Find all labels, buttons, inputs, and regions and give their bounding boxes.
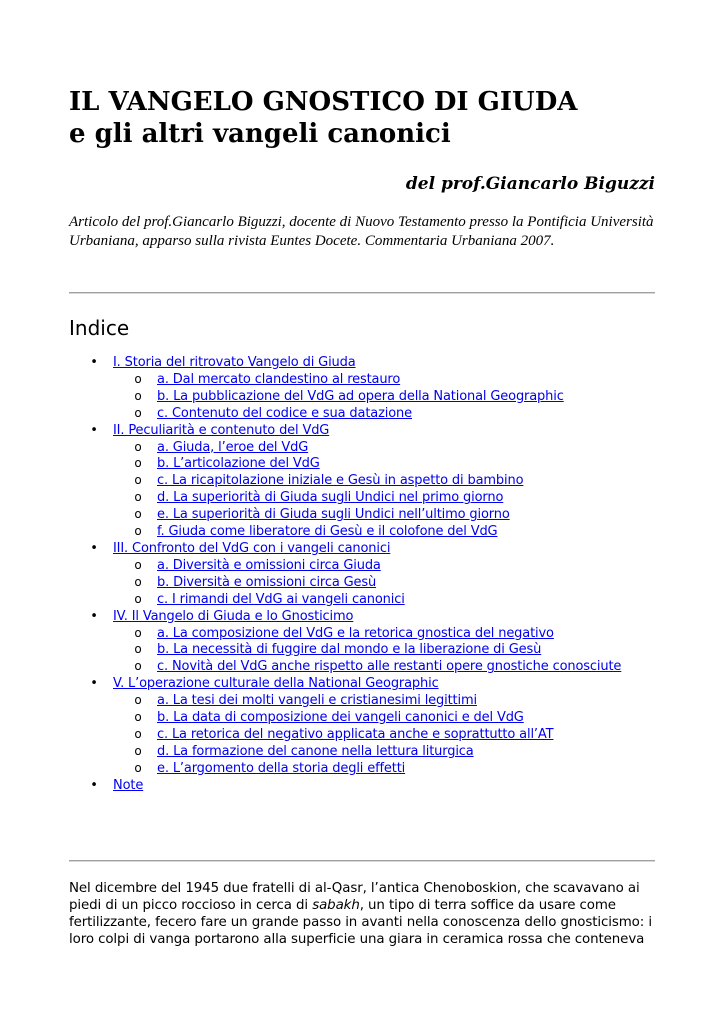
bullet-circle-icon: o (134, 490, 142, 505)
bullet-circle-icon: o (134, 473, 142, 488)
toc-subsection-item (113, 406, 669, 423)
toc-subsection-item (113, 727, 669, 744)
bullet-circle-icon: o (134, 405, 142, 420)
toc-subsection-item (113, 372, 669, 389)
bullet-disc-icon: • (90, 676, 98, 692)
title-line-1: IL VANGELO GNOSTICO DI GIUDA (69, 87, 578, 117)
toc-section-item (69, 778, 669, 795)
toc-subsection-item (113, 761, 669, 778)
toc-sublist (113, 558, 669, 609)
toc-section-link[interactable]: IV. Il Vangelo di Giuda e lo Gnosticimo (113, 608, 354, 624)
body-paragraph (69, 880, 659, 948)
toc-section-item (69, 609, 669, 677)
toc-subsection-link[interactable]: b. La pubblicazione del VdG ad opera della National Geographic (157, 388, 564, 404)
toc-subsection-item (113, 473, 669, 490)
toc-subsection-item (113, 592, 669, 609)
toc-subsection-link[interactable]: f. Giuda come liberatore di Gesù e il colofone del VdG (157, 524, 498, 540)
bullet-circle-icon: o (134, 388, 142, 403)
toc-subsection-item (113, 507, 669, 524)
bullet-circle-icon: o (134, 524, 142, 539)
bullet-circle-icon: o (134, 456, 142, 471)
toc-subsection-item (113, 693, 669, 710)
bullet-disc-icon: • (90, 355, 98, 370)
title-line-2: e gli altri vangeli canonici (69, 119, 451, 149)
toc-section-link[interactable]: II. Peculiarità e contenuto del VdG (113, 422, 330, 438)
toc-subsection-link[interactable]: e. La superiorità di Giuda sugli Undici nell’ultimo giorno (157, 507, 510, 523)
toc-section-link[interactable]: Note (113, 777, 144, 793)
toc-subsection-link[interactable]: d. La formazione del canone nella lettura liturgica (157, 743, 474, 759)
toc-subsection-item (113, 456, 669, 473)
toc-subsection-item (113, 575, 669, 592)
bullet-disc-icon: • (90, 777, 98, 793)
toc-subsection-link[interactable]: c. I rimandi del VdG ai vangeli canonici (157, 591, 405, 607)
toc-subsection-link[interactable]: a. La tesi dei molti vangeli e cristianesimi legittimi (157, 693, 477, 709)
toc-subsection-item (113, 642, 669, 659)
toc-subsection-link[interactable]: b. La necessità di fuggire dal mondo e la liberazione di Gesù (157, 642, 542, 658)
bullet-circle-icon: o (134, 591, 142, 606)
toc-subsection-item (113, 524, 669, 541)
bullet-circle-icon: o (134, 574, 142, 589)
toc-subsection-item (113, 389, 669, 406)
toc-subsection-link[interactable]: e. L’argomento della storia degli effetti (157, 760, 406, 776)
toc-subsection-link[interactable]: c. La retorica del negativo applicata anche e soprattutto all’AT (157, 726, 554, 742)
toc-section-item (69, 423, 669, 541)
toc-section-link[interactable]: III. Confronto del VdG con i vangeli canonici (113, 540, 391, 556)
table-of-contents (69, 355, 669, 795)
horizontal-rule-top (69, 292, 655, 294)
body-text-part-1: Nel dicembre del 1945 due fratelli di al-Qasr, l’antica Chenoboskion, che scavavano ai piedi di un picco roccioso in cerca di (69, 881, 640, 913)
toc-sublist (113, 372, 669, 423)
bullet-circle-icon: o (134, 439, 142, 454)
bullet-disc-icon: • (90, 422, 98, 438)
toc-subsection-link[interactable]: c. Contenuto del codice e sua datazione (157, 405, 412, 421)
toc-subsection-item (113, 490, 669, 507)
bullet-circle-icon: o (134, 507, 142, 522)
bullet-circle-icon: o (134, 625, 142, 640)
bullet-circle-icon: o (134, 557, 142, 572)
toc-subsection-link[interactable]: b. L’articolazione del VdG (157, 456, 320, 472)
bullet-disc-icon: • (90, 540, 98, 556)
toc-subsection-link[interactable]: b. La data di composizione dei vangeli canonici e del VdG (157, 710, 524, 726)
horizontal-rule-bottom (69, 860, 655, 862)
toc-sublist (113, 626, 669, 677)
toc-section-item (69, 541, 669, 609)
bullet-circle-icon: o (134, 710, 142, 725)
bullet-circle-icon: o (134, 642, 142, 657)
body-text-italic: sabakh (312, 898, 360, 913)
bullet-circle-icon: o (134, 726, 142, 741)
toc-section-item (69, 355, 669, 423)
bullet-disc-icon: • (90, 608, 98, 624)
toc-subsection-link[interactable]: c. La ricapitolazione iniziale e Gesù in aspetto di bambino (157, 473, 524, 489)
toc-subsection-link[interactable]: a. Dal mercato clandestino al restauro (157, 371, 401, 387)
toc-subsection-link[interactable]: c. Novità del VdG anche rispetto alle restanti opere gnostiche conosciute (157, 659, 622, 675)
toc-section-link[interactable]: V. L’operazione culturale della National Geographic (113, 676, 439, 692)
body-text-part-2: , un tipo di terra soffice da usare come fertilizzante, fecero fare un grande passo in avanti nella conoscenza dello gnosticismo: i loro colpi di vanga portarono alla superficie una giara in ceramica rossa che conteneva (69, 898, 652, 947)
toc-subsection-item (113, 659, 669, 676)
bullet-circle-icon: o (134, 659, 142, 674)
bullet-circle-icon: o (134, 693, 142, 708)
toc-list (69, 355, 669, 795)
toc-section-item (69, 676, 669, 777)
bullet-circle-icon: o (134, 760, 142, 775)
toc-subsection-link[interactable]: d. La superiorità di Giuda sugli Undici nel primo giorno (157, 490, 504, 506)
toc-subsection-item (113, 626, 669, 643)
index-heading: Indice (69, 316, 130, 340)
bullet-circle-icon: o (134, 743, 142, 758)
toc-subsection-item (113, 744, 669, 761)
toc-subsection-link[interactable]: b. Diversità e omissioni circa Gesù (157, 574, 377, 590)
toc-subsection-link[interactable]: a. Diversità e omissioni circa Giuda (157, 557, 381, 573)
toc-subsection-item (113, 558, 669, 575)
document-title (69, 86, 655, 150)
toc-sublist (113, 440, 669, 541)
toc-subsection-link[interactable]: a. La composizione del VdG e la retorica gnostica del negativo (157, 625, 554, 641)
toc-section-link[interactable]: I. Storia del ritrovato Vangelo di Giuda (113, 355, 356, 370)
toc-subsection-item (113, 440, 669, 457)
bullet-circle-icon: o (134, 371, 142, 386)
toc-sublist (113, 693, 669, 778)
author-byline: del prof.Giancarlo Biguzzi (405, 174, 655, 194)
article-abstract: Articolo del prof.Giancarlo Biguzzi, docente di Nuovo Testamento presso la Pontificia Università Urbaniana, apparso sulla rivista Euntes Docete. Commentaria Urbaniana 2007. (69, 214, 654, 249)
toc-subsection-link[interactable]: a. Giuda, l’eroe del VdG (157, 439, 309, 455)
toc-subsection-item (113, 710, 669, 727)
